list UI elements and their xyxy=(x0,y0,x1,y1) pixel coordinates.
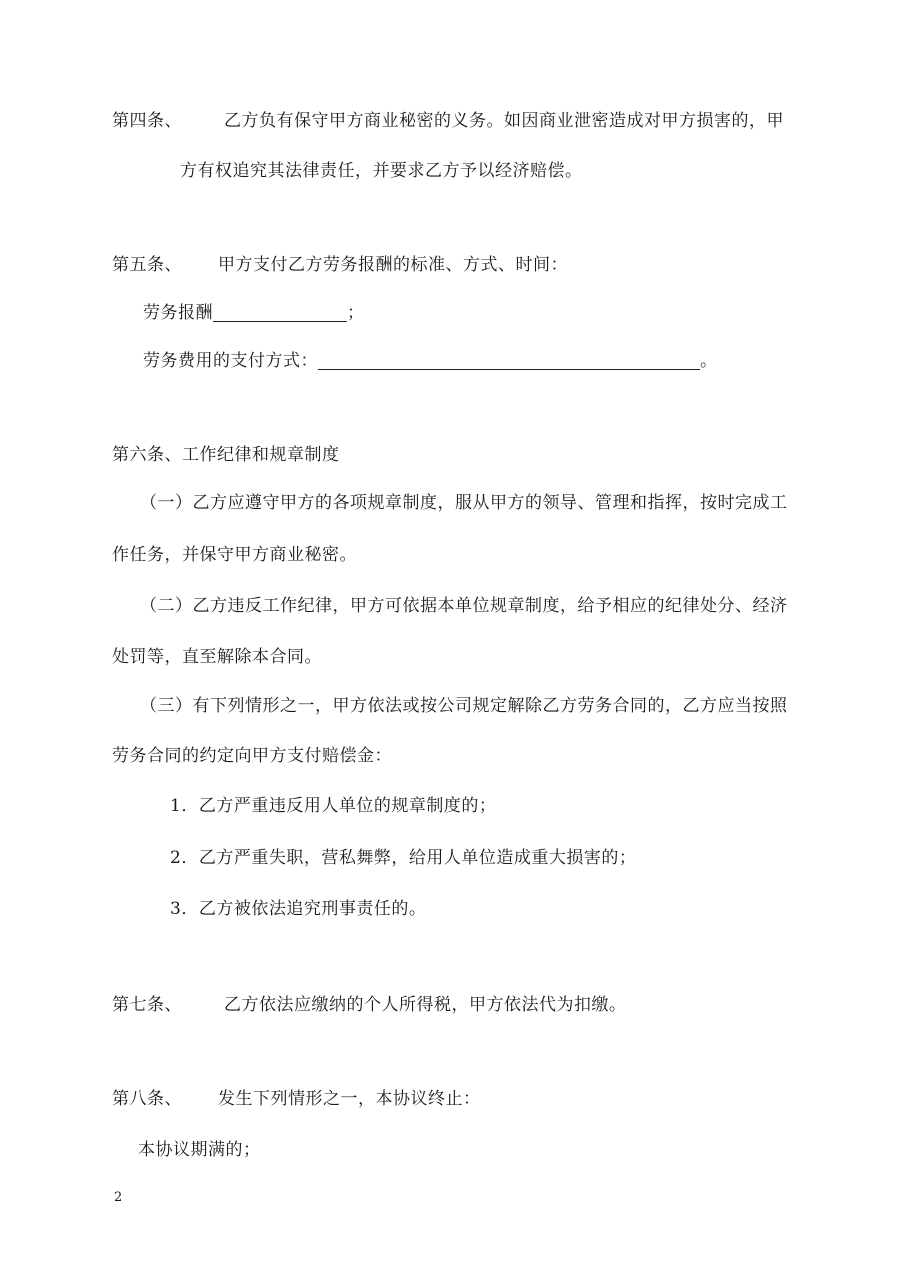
article-6-heading-text: 第六条、工作纪律和规章制度 xyxy=(112,445,340,465)
article-7-label: 第七条、 xyxy=(112,995,182,1015)
article-8-heading xyxy=(112,1088,481,1110)
article-5-heading-text: 甲方支付乙方劳务报酬的标准、方式、时间： xyxy=(218,255,568,275)
article-6-p3-line-2 xyxy=(112,745,392,767)
list-item-text: 2．乙方严重失职，营私舞弊，给用人单位造成重大损害的； xyxy=(170,848,637,868)
article-4-text-1: 乙方负有保守甲方商业秘密的义务。如因商业泄密造成对甲方损害的，甲 xyxy=(224,111,784,131)
article-6-p2-line-2 xyxy=(112,646,322,668)
page-number: 2 xyxy=(114,1190,123,1205)
article-6-heading xyxy=(112,444,340,466)
article-8-item-1-text: 本协议期满的； xyxy=(138,1140,261,1160)
article-6-p1-line-1 xyxy=(140,492,788,514)
article-6-p1-text-2: 作任务，并保守甲方商业秘密。 xyxy=(112,545,357,565)
article-8-heading-text: 发生下列情形之一，本协议终止： xyxy=(218,1089,481,1109)
article-6-p2-text-2: 处罚等，直至解除本合同。 xyxy=(112,647,322,667)
article-6-p2-text-1: （二）乙方违反工作纪律，甲方可依据本单位规章制度，给予相应的纪律处分、经济 xyxy=(140,596,788,616)
article-4-label: 第四条、 xyxy=(112,111,182,131)
article-6-p3-text-2: 劳务合同的约定向甲方支付赔偿金： xyxy=(112,746,392,766)
article-6-p3-text-1: （三）有下列情形之一，甲方依法或按公司规定解除乙方劳务合同的，乙方应当按照 xyxy=(140,696,788,716)
list-item xyxy=(170,795,496,817)
list-item xyxy=(170,847,636,869)
article-4-line-1 xyxy=(112,110,784,132)
article-5-method-line xyxy=(143,350,718,372)
article-4-line-2 xyxy=(180,160,583,182)
payment-method-end: 。 xyxy=(700,351,718,371)
list-item-text: 3．乙方被依法追究刑事责任的。 xyxy=(170,899,427,919)
fee-label: 劳务报酬 xyxy=(143,303,213,323)
article-4-text-2: 方有权追究其法律责任，并要求乙方予以经济赔偿。 xyxy=(180,161,583,181)
article-8-label: 第八条、 xyxy=(112,1089,182,1109)
article-6-p1-text-1: （一）乙方应遵守甲方的各项规章制度，服从甲方的领导、管理和指挥，按时完成工 xyxy=(140,493,788,513)
article-7-text: 乙方依法应缴纳的个人所得税，甲方依法代为扣缴。 xyxy=(224,995,627,1015)
article-5-fee-line xyxy=(143,302,365,324)
article-5-heading xyxy=(112,254,568,276)
list-item xyxy=(170,898,426,920)
article-5-label: 第五条、 xyxy=(112,255,182,275)
article-8-item-1 xyxy=(138,1139,261,1161)
payment-method-label: 劳务费用的支付方式： xyxy=(143,351,318,371)
article-7-line xyxy=(112,994,627,1016)
fee-end: ； xyxy=(347,303,365,323)
payment-method-blank xyxy=(318,351,700,370)
article-6-p3-line-1 xyxy=(140,695,788,717)
article-6-p1-line-2 xyxy=(112,544,357,566)
article-6-p2-line-1 xyxy=(140,595,788,617)
list-item-text: 1．乙方严重违反用人单位的规章制度的； xyxy=(170,796,497,816)
fee-blank xyxy=(213,303,347,322)
